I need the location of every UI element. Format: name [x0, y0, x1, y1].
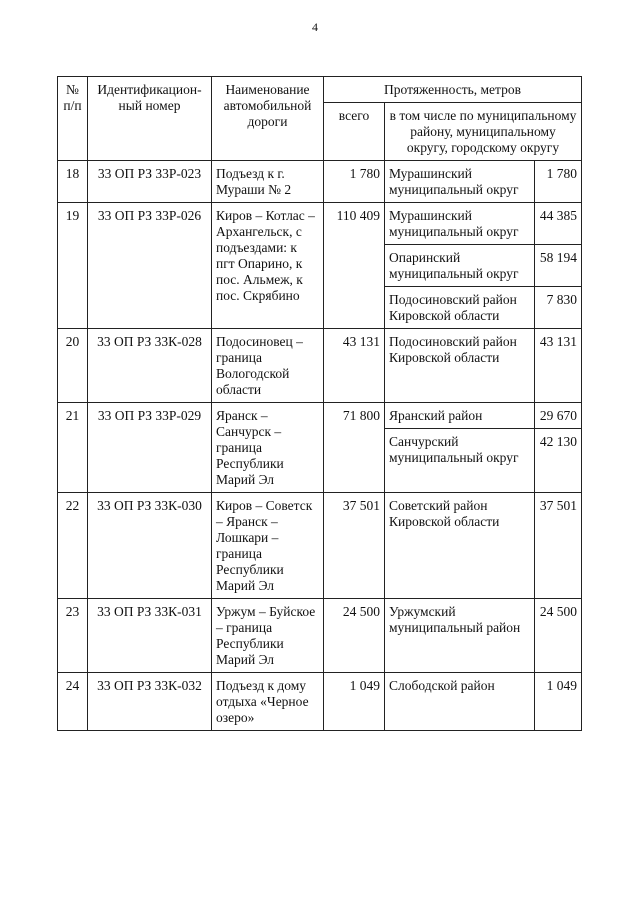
table-row: [58, 673, 582, 731]
table-row: [58, 403, 582, 429]
roads-table: [57, 76, 582, 731]
cell-road-name: Подъезд к дому отдыха «Черное озеро»: [212, 673, 324, 731]
cell-num: 23: [58, 599, 88, 673]
table-row: [58, 599, 582, 673]
cell-district: Подосиновский район Кировской области: [385, 329, 535, 403]
cell-num: 24: [58, 673, 88, 731]
cell-district: Мурашинский муниципальный округ: [385, 203, 535, 245]
cell-district-length: 24 500: [535, 599, 582, 673]
cell-id: 33 ОП РЗ 33К-032: [88, 673, 212, 731]
cell-district: Подосиновский район Кировской области: [385, 287, 535, 329]
cell-district: Советский район Кировской области: [385, 493, 535, 599]
cell-total: 1 780: [324, 161, 385, 203]
cell-id: 33 ОП РЗ 33Р-029: [88, 403, 212, 493]
table-row: [58, 161, 582, 203]
cell-district-length: 58 194: [535, 245, 582, 287]
cell-road-name: Киров – Котлас – Архангельск, с подъездами: к пгт Опарино, к пос. Альмеж, к пос. Скрябино: [212, 203, 324, 329]
cell-total: 37 501: [324, 493, 385, 599]
cell-num: 22: [58, 493, 88, 599]
cell-district-length: 42 130: [535, 429, 582, 493]
cell-id: 33 ОП РЗ 33Р-026: [88, 203, 212, 329]
header-length: Протяженность, метров: [324, 77, 582, 103]
cell-id: 33 ОП РЗ 33К-031: [88, 599, 212, 673]
header-including: в том числе по муниципальному району, муниципальному округу, городскому округу: [385, 103, 582, 161]
page-number: 4: [312, 20, 318, 34]
cell-district-length: 1 049: [535, 673, 582, 731]
cell-district-length: 7 830: [535, 287, 582, 329]
cell-id: 33 ОП РЗ 33Р-023: [88, 161, 212, 203]
cell-total: 1 049: [324, 673, 385, 731]
cell-district: Мурашинский муниципальный округ: [385, 161, 535, 203]
cell-district-length: 37 501: [535, 493, 582, 599]
cell-road-name: Яранск – Санчурск – граница Республики Марий Эл: [212, 403, 324, 493]
table-row: [58, 203, 582, 245]
cell-id: 33 ОП РЗ 33К-030: [88, 493, 212, 599]
cell-total: 71 800: [324, 403, 385, 493]
cell-road-name: Уржум – Буйское – граница Республики Марий Эл: [212, 599, 324, 673]
cell-district: Слободской район: [385, 673, 535, 731]
cell-road-name: Киров – Советск – Яранск – Лошкари – граница Республики Марий Эл: [212, 493, 324, 599]
cell-num: 19: [58, 203, 88, 329]
cell-road-name: Подосиновец – граница Вологодской области: [212, 329, 324, 403]
table-row: [58, 493, 582, 599]
cell-district: Уржумский муниципальный район: [385, 599, 535, 673]
cell-district-length: 43 131: [535, 329, 582, 403]
cell-district: Яранский район: [385, 403, 535, 429]
cell-district-length: 29 670: [535, 403, 582, 429]
cell-id: 33 ОП РЗ 33К-028: [88, 329, 212, 403]
cell-road-name: Подъезд к г. Мураши № 2: [212, 161, 324, 203]
cell-district: Санчурский муниципальный округ: [385, 429, 535, 493]
cell-num: 21: [58, 403, 88, 493]
cell-total: 110 409: [324, 203, 385, 329]
header-name: Наименование автомобильной дороги: [212, 77, 324, 161]
header-id: Идентификацион-ный номер: [88, 77, 212, 161]
header-total: всего: [324, 103, 385, 161]
cell-district-length: 44 385: [535, 203, 582, 245]
cell-num: 20: [58, 329, 88, 403]
header-num: № п/п: [58, 77, 88, 161]
table-row: [58, 329, 582, 403]
cell-total: 43 131: [324, 329, 385, 403]
cell-num: 18: [58, 161, 88, 203]
cell-total: 24 500: [324, 599, 385, 673]
cell-district: Опаринский муниципальный округ: [385, 245, 535, 287]
cell-district-length: 1 780: [535, 161, 582, 203]
